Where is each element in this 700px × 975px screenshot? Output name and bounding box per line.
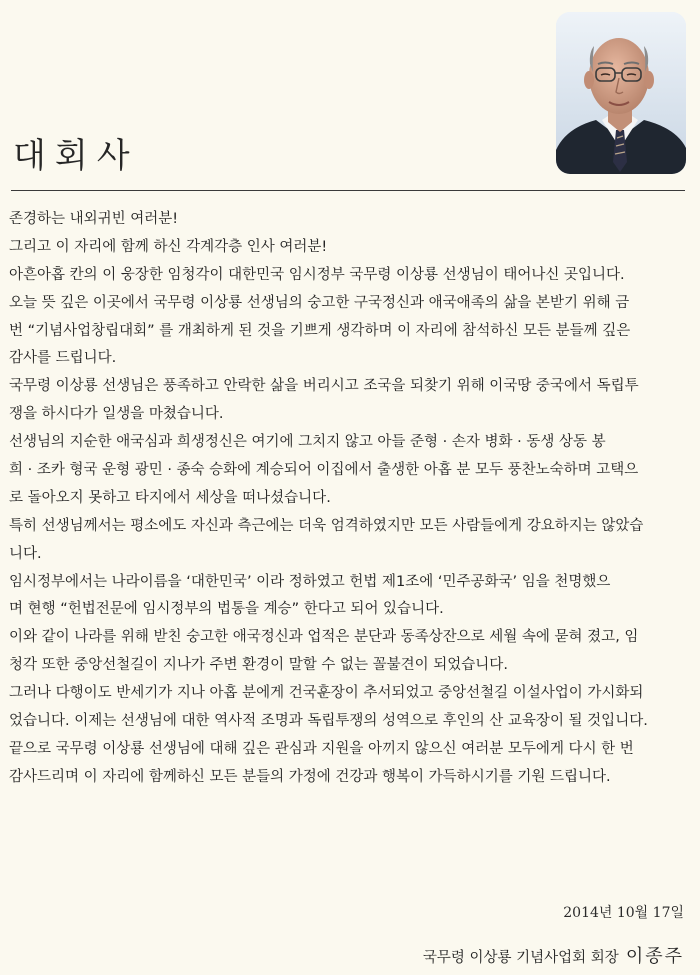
title-divider [11, 190, 685, 191]
portrait-illustration [556, 12, 686, 174]
body-line: 청각 또한 중앙선철길이 지나가 주변 환경이 말할 수 없는 꼴불견이 되었습니다. [9, 657, 508, 674]
body-line: 특히 선생님께서는 평소에도 자신과 측근에는 더욱 엄격하였지만 모든 사람들에게 강요하지는 않았습 [9, 517, 644, 534]
body-line: 이와 같이 나라를 위해 받친 숭고한 애국정신과 업적은 분단과 동족상잔으로 세월 속에 묻혀 졌고, 임 [9, 629, 639, 646]
body-line: 감사를 드립니다. [9, 350, 117, 367]
body-line: 며 현행 “헌법전문에 임시정부의 법통을 계승” 한다고 되어 있습니다. [9, 601, 444, 618]
signature-block [423, 942, 684, 968]
body-line: 쟁을 하시다가 일생을 마쳤습니다. [9, 406, 224, 423]
portrait-photo [556, 12, 686, 174]
letter-body [9, 206, 691, 792]
signature-organization: 국무령 이상룡 기념사업회 회장 [422, 950, 619, 966]
body-line: 번 “기념사업창립대회” 를 개최하게 된 것을 기쁘게 생각하며 이 자리에 참석하신 모든 분들께 깊은 [9, 322, 631, 339]
body-line: 그리고 이 자리에 함께 하신 각계각층 인사 여러분! [9, 238, 328, 255]
body-line: 로 돌아오지 못하고 타지에서 세상을 떠나셨습니다. [9, 489, 331, 506]
body-line: 오늘 뜻 깊은 이곳에서 국무령 이상룡 선생님의 숭고한 구국정신과 애국애족의 삶을 본받기 위해 금 [9, 294, 630, 311]
body-line: 희 · 조카 형국 운형 광민 · 종숙 승화에 계승되어 이집에서 출생한 아홉 분 모두 풍찬노숙하며 고택으 [9, 462, 639, 479]
body-line: 존경하는 내외귀빈 여러분! [9, 211, 179, 227]
body-line: 국무령 이상룡 선생님은 풍족하고 안락한 삶을 버리시고 조국을 되찾기 위해 이국땅 중국에서 독립투 [9, 378, 639, 395]
body-line: 니다. [9, 545, 42, 562]
signature-name: 이종주 [625, 946, 684, 967]
page-title: 대회사 [13, 136, 139, 176]
body-line: 끝으로 국무령 이상룡 선생님에 대해 깊은 관심과 지원을 아끼지 않으신 여러분 모두에게 다시 한 번 [9, 740, 634, 757]
body-line: 감사드리며 이 자리에 함께하신 모든 분들의 가정에 건강과 행복이 가득하시기를 기원 드립니다. [9, 768, 611, 785]
body-line: 선생님의 지순한 애국심과 희생정신은 여기에 그치지 않고 아들 준형 · 손자 병화 · 동생 상동 봉 [9, 434, 606, 451]
body-line: 그러나 다행이도 반세기가 지나 아홉 분에게 건국훈장이 추서되었고 중앙선철길 이설사업이 가시화되 [9, 685, 644, 702]
body-line: 아흔아홉 칸의 이 웅장한 임청각이 대한민국 임시정부 국무령 이상룡 선생님이 태어나신 곳입니다. [9, 266, 625, 283]
body-line: 임시정부에서는 나라이름을 ‘대한민국’ 이라 정하였고 헌법 제1조에 ‘민주공화국’ 임을 천명했으 [9, 573, 611, 590]
letter-date: 2014년 10월 17일 [563, 905, 684, 921]
body-line: 었습니다. 이제는 선생님에 대한 역사적 조명과 독립투쟁의 성역으로 후인의 산 교육장이 될 것입니다. [9, 713, 648, 730]
